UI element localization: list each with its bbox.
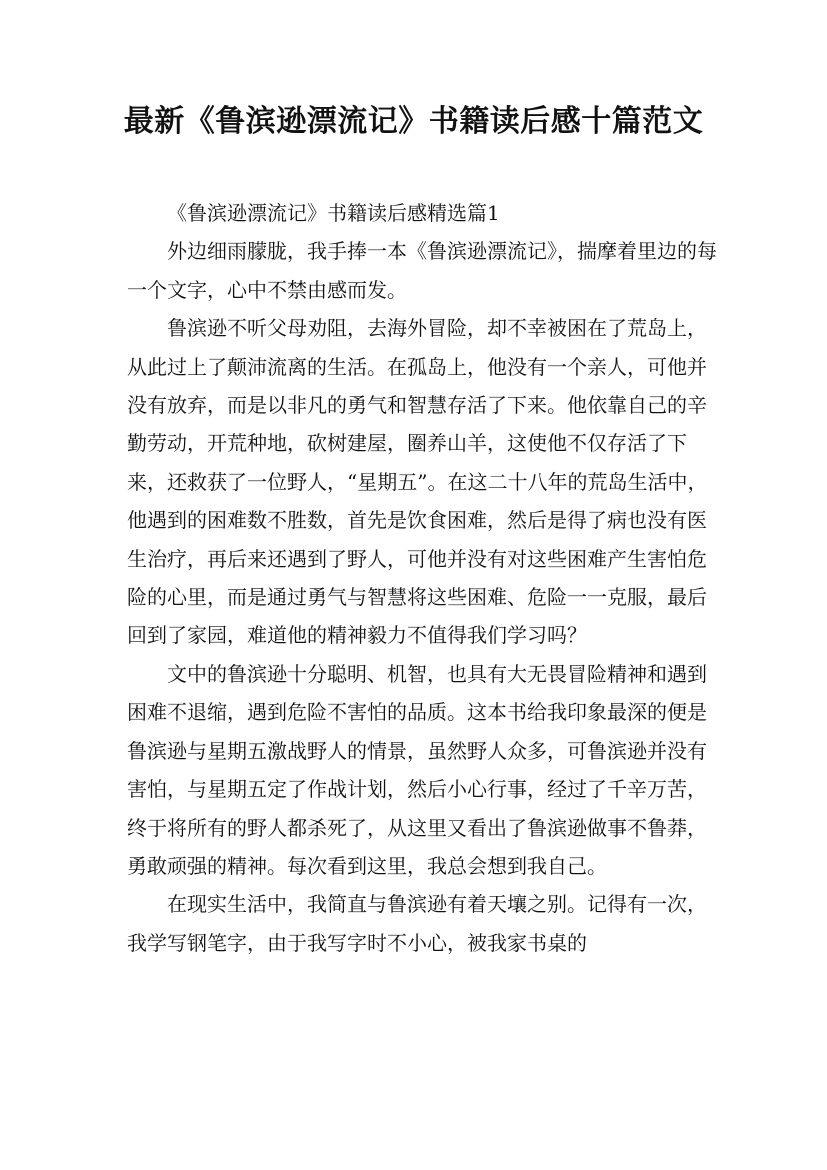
document-title: 最新《鲁滨逊漂流记》书籍读后感十篇范文 [123,104,704,139]
paragraph-3: 文中的鲁滨逊十分聪明、机智，也具有大无畏冒险精神和遇到困难不退缩，遇到危险不害怕的品质。这本书给我印象最深的便是鲁滨逊与星期五激战野人的情景，虽然野人众多，可鲁滨逊并没有害怕，与星期五定了作战计划，然后小心行事，经过了千辛万苦，终于将所有的野人都杀死了，从这里又看出了鲁滨逊做事不鲁莽，勇敢顽强的精神。每次看到这里，我总会想到我自己。 [127,661,707,878]
document-body [127,194,717,962]
section-heading: 《鲁滨逊漂流记》书籍读后感精选篇1 [167,201,500,225]
paragraph-2: 鲁滨逊不听父母劝阻，去海外冒险，却不幸被困在了荒岛上，从此过上了颠沛流离的生活。在孤岛上，他没有一个亲人，可他并没有放弃，而是以非凡的勇气和智慧存活了下来。他依靠自己的辛勤劳动，开荒种地，砍树建屋，圈养山羊，这使他不仅存活了下来，还救获了一位野人，“星期五”。在这二十八年的荒岛生活中，他遇到的困难数不胜数，首先是饮食困难，然后是得了病也没有医生治疗，再后来还遇到了野人，可他并没有对这些困难产生害怕危险的心里，而是通过勇气与智慧将这些困难、危险一一克服，最后回到了家园，难道他的精神毅力不值得我们学习吗？ [127,316,708,648]
paragraph-1: 外边细雨朦胧，我手捧一本《鲁滨逊漂流记》，揣摩着里边的每一个文字，心中不禁由感而发。 [127,239,717,302]
paragraph-4: 在现实生活中，我简直与鲁滨逊有着天壤之别。记得有一次，我学写钢笔字，由于我写字时不小心，被我家书桌的 [127,892,707,955]
